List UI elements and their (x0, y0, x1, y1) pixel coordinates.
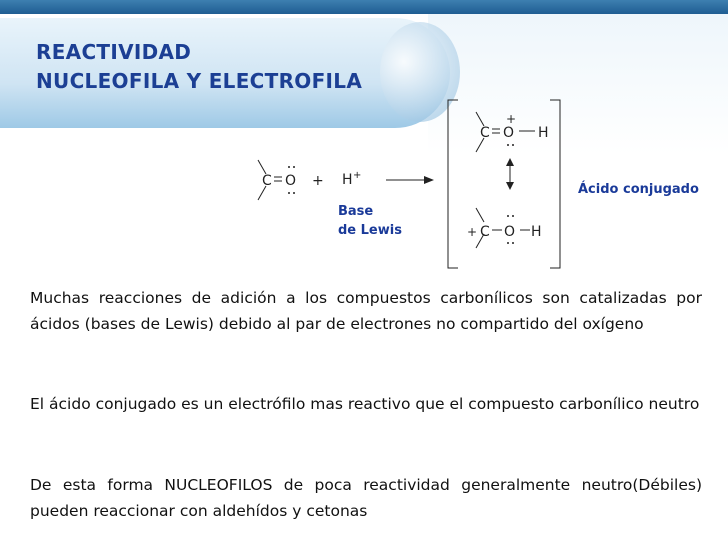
lone-pair-dot (512, 215, 514, 217)
paragraph-3: De esta forma NUCLEOFILOS de poca reactividad generalmente neutro(Débiles) pueden reaccionar con aldehídos y cetonas (30, 476, 702, 520)
reaction-arrow-head (424, 176, 434, 184)
bottom-bond-upper (476, 208, 484, 222)
left-bracket (448, 100, 458, 268)
paragraph-1: Muchas reacciones de adición a los compuestos carbonílicos son catalizadas por ácidos (bases de Lewis) debido al par de electrones no compartido del oxígeno (30, 289, 702, 333)
lone-pair-dot (507, 144, 509, 146)
reaction-diagram (240, 96, 720, 276)
lewis-base-label-line-2: de Lewis (338, 223, 402, 238)
proton-symbol: H (342, 172, 353, 188)
top-hydrogen: H (538, 125, 549, 141)
resonance-arrow-head-down (506, 182, 514, 190)
slide-title (36, 38, 362, 96)
oxonium-structure-top (476, 112, 549, 152)
lone-pair-dot (512, 242, 514, 244)
proton-charge: + (353, 170, 362, 181)
carbocation-structure-bottom (467, 208, 542, 248)
reactant-oxygen: O (285, 173, 297, 189)
paragraph-2: El ácido conjugado es un electrófilo mas reactivo que el compuesto carbonílico neutro (30, 395, 700, 413)
lone-pair-dot (507, 215, 509, 217)
reactant-bond-upper (258, 160, 266, 174)
top-bond-upper (476, 112, 484, 126)
lewis-base-label (338, 202, 402, 240)
reactant-carbon: C (262, 173, 272, 189)
plus-sign: + (312, 173, 324, 189)
lone-pair-dot (293, 192, 295, 194)
resonance-arrow-head-up (506, 158, 514, 166)
lone-pair-dot (507, 242, 509, 244)
bottom-oxygen: O (504, 224, 516, 240)
top-charge: + (506, 112, 517, 126)
right-bracket (550, 100, 560, 268)
slide-title-line-1: REACTIVIDAD (36, 40, 192, 64)
header-top-strip (0, 0, 728, 14)
bottom-hydrogen: H (531, 224, 542, 240)
lewis-base-label-line-1: Base (338, 204, 374, 219)
top-carbon: C (480, 125, 490, 141)
lone-pair-dot (288, 192, 290, 194)
slide-title-line-2: NUCLEOFILA Y ELECTROFILA (36, 69, 363, 93)
conjugate-acid-label: Ácido conjugado (578, 182, 699, 197)
lone-pair-dot (512, 144, 514, 146)
reactant-carbonyl (258, 160, 296, 200)
lone-pair-dot (293, 166, 295, 168)
top-oxygen: O (503, 125, 515, 141)
bottom-carbon: C (480, 224, 490, 240)
bottom-charge: + (467, 225, 478, 239)
lone-pair-dot (288, 166, 290, 168)
